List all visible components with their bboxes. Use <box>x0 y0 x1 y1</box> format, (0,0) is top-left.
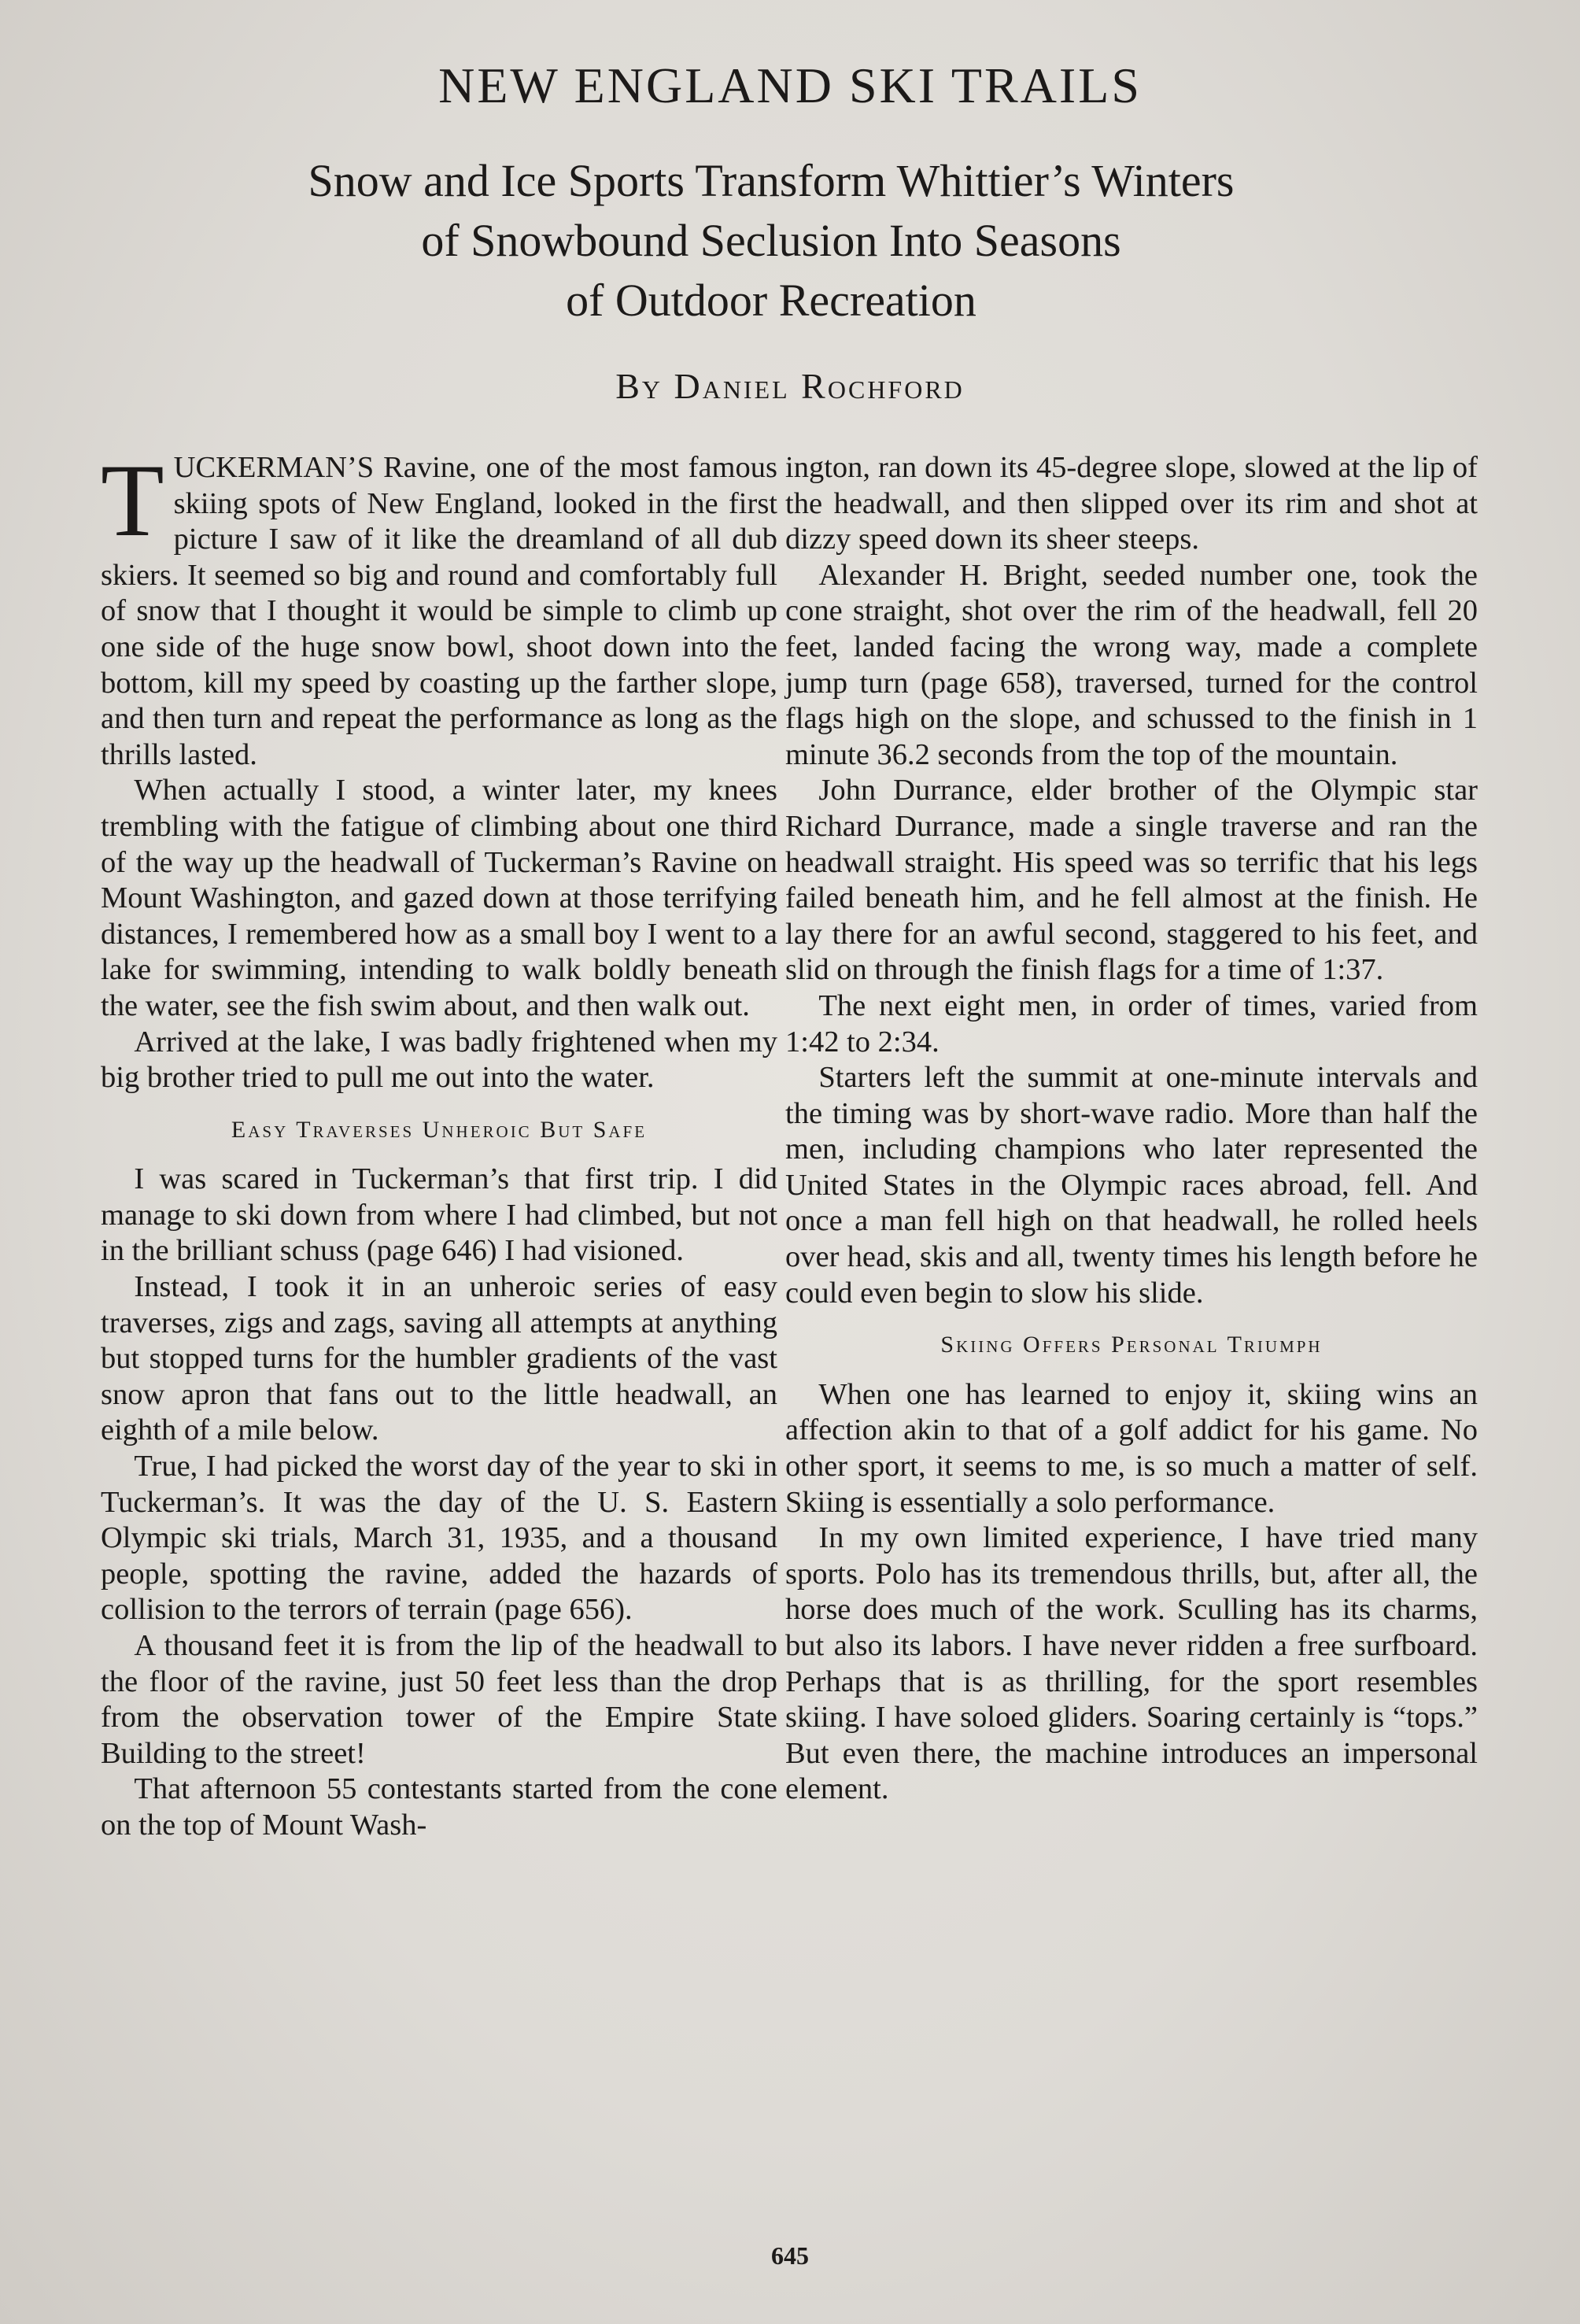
paragraph: ington, ran down its 45-degree slope, slowed at the lip of the headwall, and then slipped over its rim and shot at dizzy speed down its sheer steeps. <box>785 451 1478 556</box>
byline: By Daniel Rochford <box>615 366 965 406</box>
paragraph: When one has learned to enjoy it, skiing wins an affection akin to that of a golf addict for his game. No other sport, it seems to me, is so much a matter of self. Skiing is essentially a solo performance. <box>785 1377 1478 1519</box>
paragraph: Starters left the summit at one-minute intervals and the timing was by short-wave radio. More than half the men, including champions who later represented the United States in the Olympic races abroad, fell. And once a man fell high on that headwall, he rolled heels over head, skis and all, twenty times his length before he could even begin to slow his slide. <box>785 1061 1478 1310</box>
paragraph: When actually I stood, a winter later, my knees trembling with the fatigue of climbing about one third of the way up the headwall of Tuckerman’s Ravine on Mount Washington, and gazed down at those terrifying distances, I remembered how as a small boy I went to a lake for swimming, intending to walk boldly beneath the water, see the fish swim about, and then walk out. <box>101 774 777 1022</box>
subtitle-line: of Snowbound Seclusion Into Seasons <box>421 215 1121 266</box>
paragraph: Alexander H. Bright, seeded number one, took the cone straight, shot over the rim of the headwall, fell 20 feet, landed facing the wrong way, made a complete jump turn (page 658), traversed, turned for the control flags high on the slope, and schussed to the finish in 1 minute 36.2 seconds from the top of the mountain. <box>785 558 1478 771</box>
lead-word: UCKERMAN’S <box>173 451 375 484</box>
paragraph: Instead, I took it in an unheroic series of easy traverses, zigs and zags, saving all attempts at anything but stopped turns for the humbler gradients of the vast snow apron that fans out to the little headwall, an eighth of a mile below. <box>101 1270 777 1447</box>
paragraph: The next eight men, in order of times, varied from 1:42 to 2:34. <box>785 988 1478 1059</box>
paragraph: True, I had picked the worst day of the year to ski in Tuckerman’s. It was the day of the U. S. Eastern Olympic ski trials, March 31, 1935, and a thousand people, spotting the ravine, added the hazards of collision to the terrors of terrain (page 656). <box>101 1450 777 1627</box>
article-subtitle <box>118 151 1424 331</box>
paragraph <box>101 442 777 773</box>
section-subhead: Skiing Offers Personal Triumph <box>940 1332 1323 1358</box>
paragraph: Arrived at the lake, I was badly frightened when my big brother tried to pull me out into the water. <box>101 1025 777 1095</box>
subtitle-line: of Outdoor Recreation <box>566 275 976 326</box>
left-column <box>101 442 777 1844</box>
subtitle-line: Snow and Ice Sports Transform Whittier’s Winters <box>308 155 1235 206</box>
paragraph: John Durrance, elder brother of the Olympic star Richard Durrance, made a single traverse and ran the headwall straight. His speed was so terrific that his legs failed beneath him, and he fell almost at the finish. He lay there for an awful second, staggered to his feet, and slid on through the finish flags for a time of 1:37. <box>785 774 1478 987</box>
page-number: 645 <box>771 2241 809 2270</box>
article-title: NEW ENGLAND SKI TRAILS <box>438 57 1142 113</box>
paragraph: A thousand feet it is from the lip of the headwall to the floor of the ravine, just 50 feet less than the drop from the observation tower of the Empire State Building to the street! <box>101 1629 777 1770</box>
paragraph: I was scared in Tuckerman’s that first trip. I did manage to ski down from where I had climbed, but not in the brilliant schuss (page 646) I had visioned. <box>101 1162 777 1268</box>
paragraph: In my own limited experience, I have tried many sports. Polo has its tremendous thrills, but, after all, the horse does much of the work. Sculling has its charms, but also its labors. I have never ridden a free surfboard. Perhaps that is as thrilling, for the sport resembles skiing. I have soloed gliders. Soaring certainly is “tops.” But even there, the machine introduces an impersonal element. <box>785 1521 1478 1806</box>
paragraph-text: Ravine, one of the most famous skiing spots of New England, looked in the first picture I saw of it like the dreamland of all dub skiers. It seemed so big and round and comfortably full of snow that I thought it would be simple to climb up one side of the huge snow bowl, shoot down into the bottom, kill my speed by coasting up the farther slope, and then turn and repeat the performance as long as the thrills lasted. <box>101 451 777 771</box>
right-column <box>785 450 1478 1808</box>
drop-cap: T <box>101 442 164 558</box>
paragraph: That afternoon 55 contestants started from the cone on the top of Mount Wash- <box>101 1772 777 1842</box>
section-subhead: Easy Traverses Unheroic But Safe <box>231 1116 648 1143</box>
